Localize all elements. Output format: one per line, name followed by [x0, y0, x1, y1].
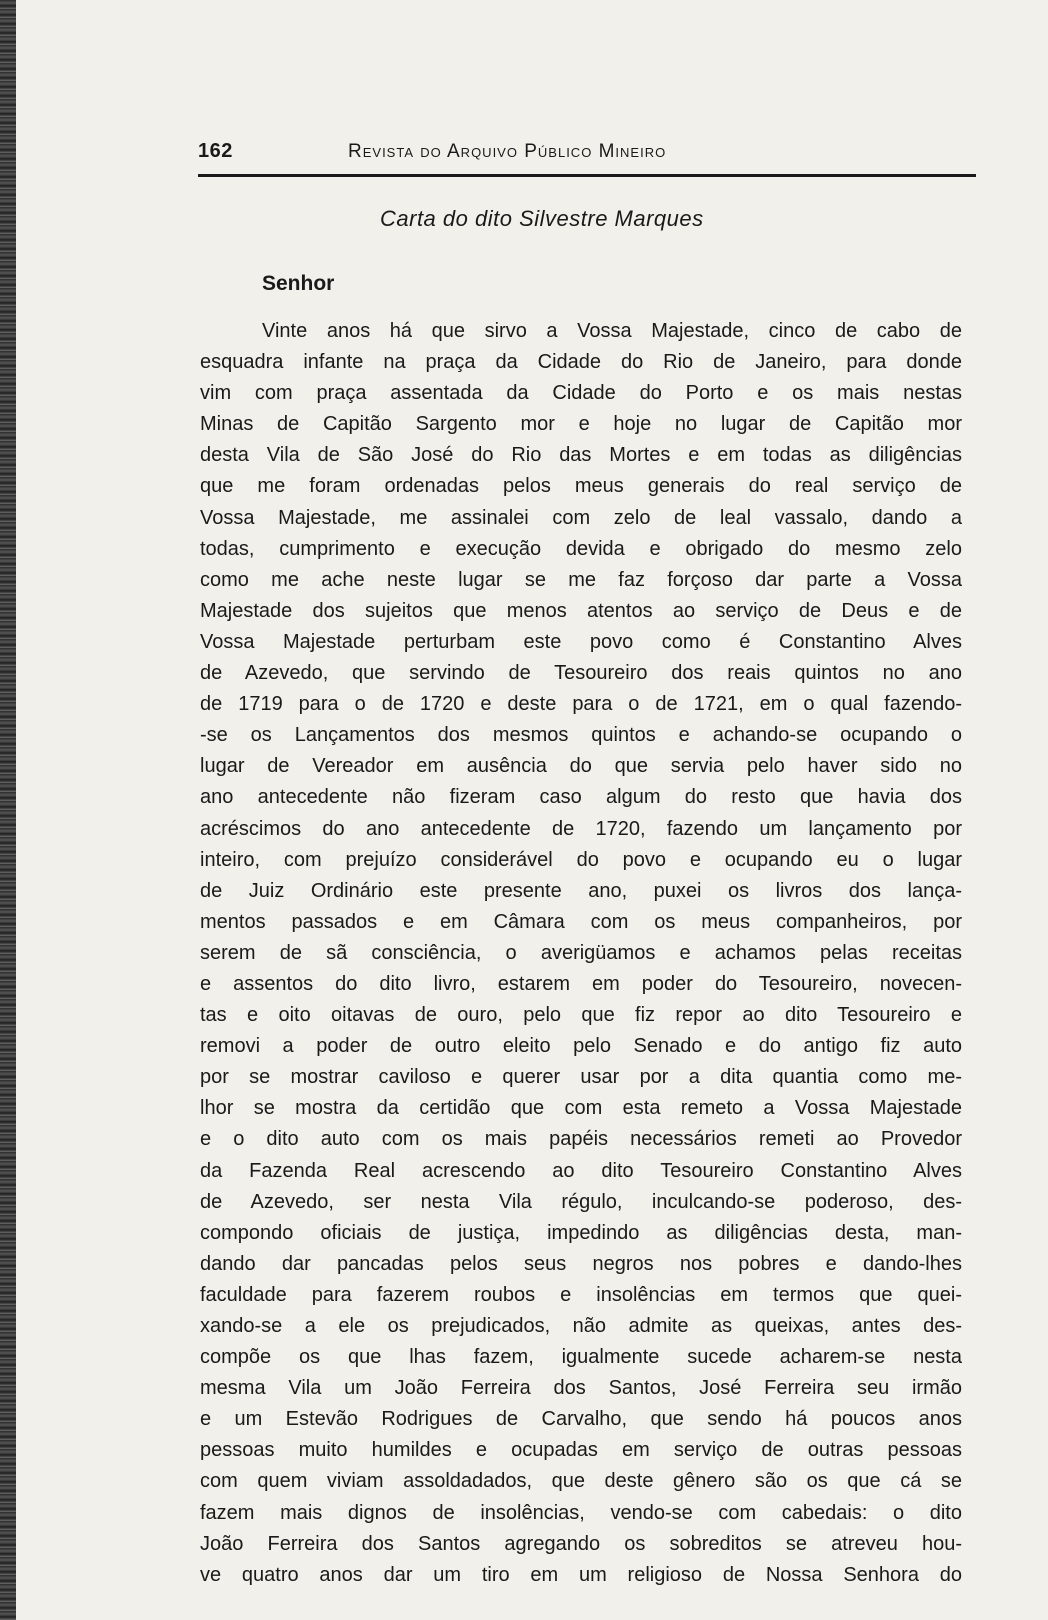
body-line: de Juiz Ordinário este presente ano, puxei os livros dos lança-	[200, 879, 962, 902]
running-head: Revista do Arquivo Público Mineiro	[348, 141, 667, 162]
body-line: esquadra infante na praça da Cidade do Rio de Janeiro, para donde	[200, 351, 962, 374]
body-line: todas, cumprimento e execução devida e obrigado do mesmo zelo	[200, 537, 962, 560]
body-line: lhor se mostra da certidão que com esta remeto a Vossa Majestade	[200, 1097, 962, 1120]
body-line: de Azevedo, ser nesta Vila régulo, inculcando-se poderoso, des-	[200, 1190, 962, 1213]
body-line: de Azevedo, que servindo de Tesoureiro dos reais quintos no ano	[200, 662, 962, 685]
body-line: como me ache neste lugar se me faz forçoso dar parte a Vossa	[200, 568, 962, 591]
body-line: faculdade para fazerem roubos e insolências em termos que quei-	[200, 1283, 962, 1306]
body-line: Vinte anos há que sirvo a Vossa Majestade, cinco de cabo de	[262, 320, 962, 342]
body-line: removi a poder de outro eleito pelo Senado e do antigo fiz auto	[200, 1035, 962, 1058]
body-line: Majestade dos sujeitos que menos atentos ao serviço de Deus e de	[200, 599, 962, 622]
page-number: 162	[198, 140, 233, 162]
body-line: compõe os que lhas fazem, igualmente sucede acharem-se nesta	[200, 1346, 962, 1369]
body-line: desta Vila de São José do Rio das Mortes e em todas as diligências	[200, 444, 962, 467]
body-line: e um Estevão Rodrigues de Carvalho, que sendo há poucos anos	[200, 1408, 962, 1431]
body-line: xando-se a ele os prejudicados, não admite as queixas, antes des-	[200, 1315, 962, 1337]
body-line: mentos passados e em Câmara com os meus companheiros, por	[200, 910, 962, 933]
body-line: lugar de Vereador em ausência do que servia pelo haver sido no	[200, 755, 962, 778]
letter-title: Carta do dito Silvestre Marques	[380, 206, 704, 231]
body-line: vim com praça assentada da Cidade do Porto e os mais nestas	[200, 382, 962, 405]
body-line: Vossa Majestade, me assinalei com zelo de leal vassalo, dando a	[200, 506, 962, 529]
body-line: que me foram ordenadas pelos meus generais do real serviço de	[200, 475, 962, 498]
body-line: João Ferreira dos Santos agregando os sobreditos se atreveu hou-	[200, 1532, 962, 1555]
body-line: -se os Lançamentos dos mesmos quintos e achando-se ocupando o	[200, 724, 962, 747]
body-line: mesma Vila um João Ferreira dos Santos, José Ferreira seu irmão	[200, 1377, 962, 1400]
body-line: e assentos do dito livro, estarem em poder do Tesoureiro, novecen-	[200, 972, 962, 995]
body-line: tas e oito oitavas de ouro, pelo que fiz repor ao dito Tesoureiro e	[200, 1004, 962, 1027]
body-line: acréscimos do ano antecedente de 1720, fazendo um lançamento por	[200, 817, 962, 840]
body-line: de 1719 para o de 1720 e deste para o de 1721, em o qual fazendo-	[200, 693, 962, 716]
body-line: ve quatro anos dar um tiro em um religioso de Nossa Senhora do	[200, 1563, 962, 1586]
body-line: serem de sã consciência, o averigüamos e achamos pelas receitas	[200, 941, 962, 964]
body-line: e o dito auto com os mais papéis necessários remeti ao Provedor	[200, 1128, 962, 1151]
body-line: com quem viviam assoldadados, que deste gênero são os que cá se	[200, 1470, 962, 1493]
body-line: fazem mais dignos de insolências, vendo-se com cabedais: o dito	[200, 1501, 962, 1524]
body-line: por se mostrar caviloso e querer usar por a dita quantia como me-	[200, 1066, 962, 1089]
body-line: da Fazenda Real acrescendo ao dito Tesoureiro Constantino Alves	[200, 1159, 962, 1182]
body-line: Vossa Majestade perturbam este povo como é Constantino Alves	[200, 630, 962, 653]
letter-body	[200, 316, 962, 1620]
body-line: compondo oficiais de justiça, impedindo as diligências desta, man-	[200, 1221, 962, 1244]
body-line: Minas de Capitão Sargento mor e hoje no lugar de Capitão mor	[200, 413, 962, 436]
body-line: pessoas muito humildes e ocupadas em serviço de outras pessoas	[200, 1439, 962, 1462]
letter-salutation: Senhor	[262, 272, 335, 295]
body-line: dando dar pancadas pelos seus negros nos pobres e dando-lhes	[200, 1252, 962, 1275]
page-header	[198, 140, 976, 177]
body-line: inteiro, com prejuízo considerável do povo e ocupando eu o lugar	[200, 848, 962, 871]
body-line: ano antecedente não fizeram caso algum do resto que havia dos	[200, 786, 962, 809]
